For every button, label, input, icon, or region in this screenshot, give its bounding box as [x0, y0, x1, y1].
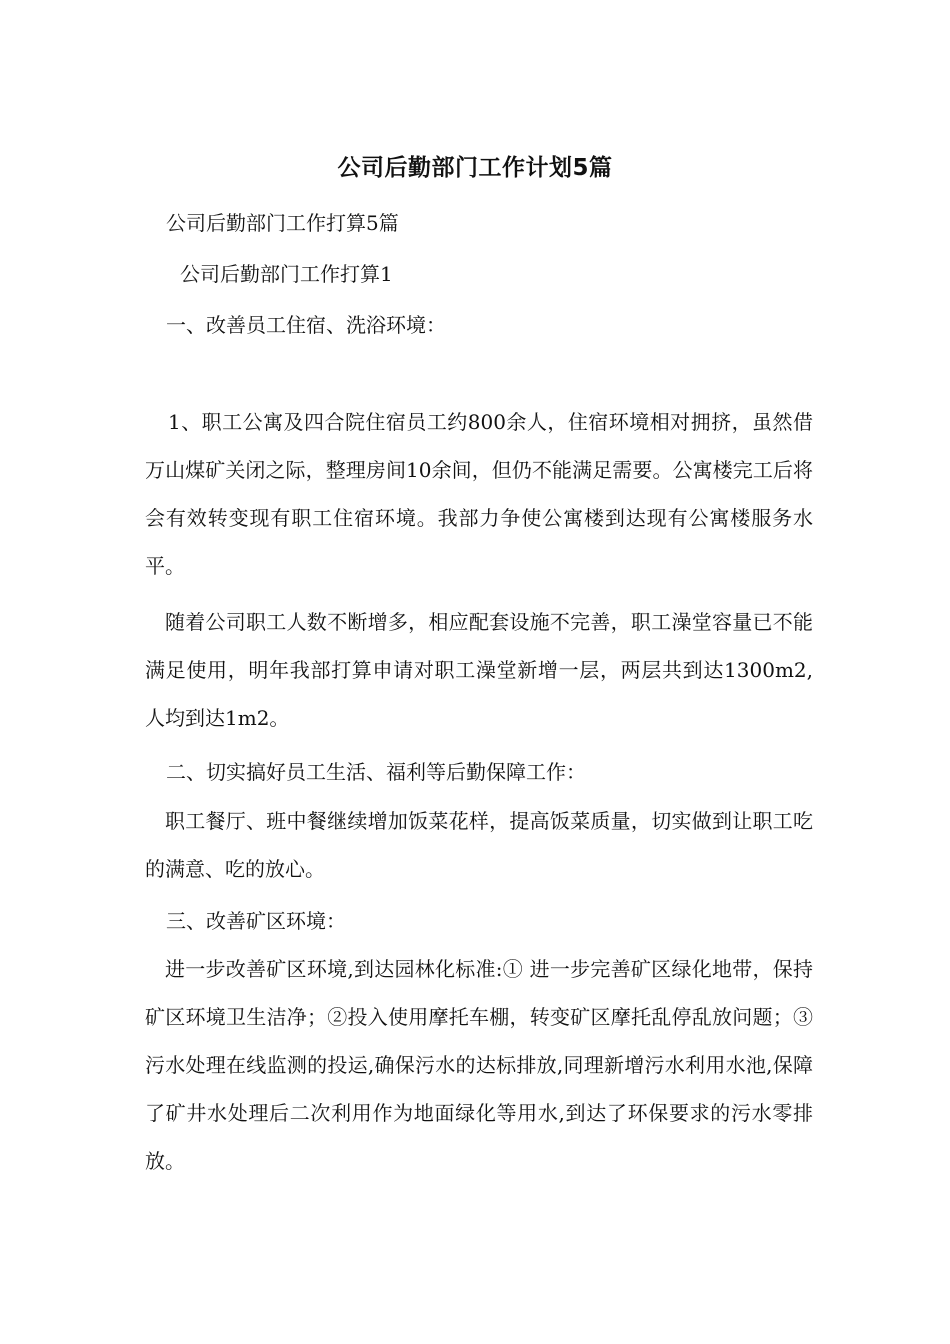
heading-improve-housing: 一、改善员工住宿、洗浴环境： — [166, 313, 446, 337]
section-title: 公司后勤部门工作打算1 — [180, 262, 393, 286]
paragraph-bathhouse: 随着公司职工人数不断增多，相应配套设施不完善，职工澡堂容量已不能满足使用，明年我部打算申请对职工澡堂新增一层，两层共到达1300m2,人均到达1m2。 — [145, 610, 813, 730]
paragraph-dormitory: 1、职工公寓及四合院住宿员工约800余人，住宿环境相对拥挤，虽然借万山煤矿关闭之际，整理房间10余间，但仍不能满足需要。公寓楼完工后将会有效转变现有职工住宿环境。我部力争使公寓楼到达现有公寓楼服务水平。 — [145, 410, 813, 578]
paragraph-canteen: 职工餐厅、班中餐继续增加饭菜花样，提高饭菜质量，切实做到让职工吃的满意、吃的放心。 — [145, 809, 813, 881]
paragraph-environment: 进一步改善矿区环境,到达园林化标准:① 进一步完善矿区绿化地带，保持矿区环境卫生洁净；②投入使用摩托车棚，转变矿区摩托乱停乱放问题；③污水处理在线监测的投运,确保污水的达标排放,同理新增污水利用水池,保障了矿井水处理后二次利用作为地面绿化等用水,到达了环保要求的污水零排放。 — [145, 957, 813, 1173]
document-subtitle: 公司后勤部门工作打算5篇 — [166, 211, 399, 235]
document-title: 公司后勤部门工作计划5篇 — [337, 155, 613, 181]
heading-mine-environment: 三、改善矿区环境： — [166, 909, 346, 933]
heading-logistics-support: 二、切实搞好员工生活、福利等后勤保障工作： — [166, 760, 586, 784]
